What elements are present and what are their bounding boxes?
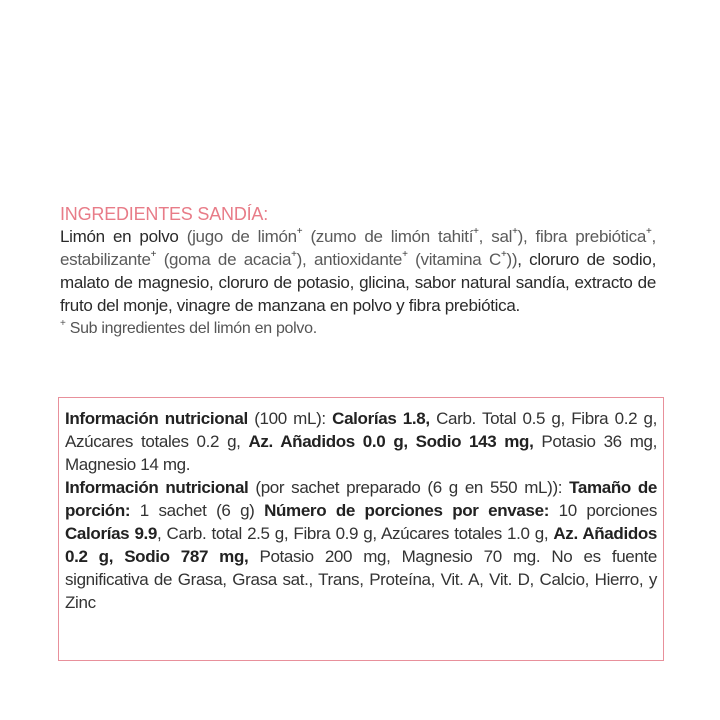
nutrition-label: Información nutricional bbox=[65, 478, 249, 497]
sub-ingredient-marker: + bbox=[291, 249, 297, 261]
ingredient-segment: (vitamina C bbox=[407, 250, 501, 269]
ingredient-segment: , sal bbox=[478, 227, 513, 246]
sub-ingredient-marker: + bbox=[402, 249, 408, 261]
ingredient-segment: ), antioxidante bbox=[296, 250, 403, 269]
ingredient-segment: ), fibra prebiótica bbox=[517, 227, 646, 246]
nutrition-value: Carb. Total 0.5 g, Fibra 0.2 g, Azúcares totales 0.2 g, bbox=[65, 409, 657, 451]
nutrition-paragraph bbox=[65, 407, 657, 476]
nutrition-value: , Carb. total 2.5 g, Fibra 0.9 g, Azúcares totales 1.0 g, bbox=[157, 524, 554, 543]
ingredient-segment: , cloruro de sodio, malato de magnesio, cloruro de potasio, glicina, sabor natural sandía, extracto de fruto del monje, vinagre de manzana en polvo y fibra prebiótica. bbox=[60, 250, 656, 315]
nutrition-label: Número de porciones por envase: bbox=[264, 501, 550, 520]
sub-ingredient-marker: + bbox=[500, 249, 507, 261]
nutrition-value: (por sachet preparado (6 g en 550 mL)): bbox=[248, 478, 570, 497]
nutrition-label: Calorías 9.9 bbox=[65, 524, 158, 543]
nutrition-value: (100 mL): bbox=[247, 409, 333, 428]
sub-ingredient-marker: + bbox=[150, 249, 157, 261]
nutrition-label: Az. Añadidos 0.2 g, Sodio 787 mg, bbox=[65, 524, 657, 566]
ingredients-footnote bbox=[60, 318, 656, 340]
footnote-marker: + bbox=[60, 317, 66, 329]
ingredient-segment: (zumo de limón tahití bbox=[302, 227, 474, 246]
sub-ingredient-marker: + bbox=[296, 226, 303, 238]
sub-ingredient-marker: + bbox=[646, 226, 652, 238]
ingredients-section bbox=[60, 203, 656, 340]
nutrition-label: Tamaño de porción: bbox=[65, 478, 657, 520]
nutrition-value: Potasio 200 mg, Magnesio 70 mg. No es fuente significativa de Grasa, Grasa sat., Trans, Proteína, Vit. A, Vit. D, Calcio, Hierro, y Zinc bbox=[65, 547, 657, 612]
ingredients-list bbox=[60, 225, 656, 317]
sub-ingredient-marker: + bbox=[512, 226, 518, 238]
ingredient-segment: (goma de acacia bbox=[156, 250, 292, 269]
nutrition-value: 10 porciones bbox=[549, 501, 657, 520]
sub-ingredient-marker: + bbox=[473, 226, 479, 238]
ingredients-title: INGREDIENTES SANDÍA: bbox=[60, 204, 269, 224]
nutrition-paragraph bbox=[65, 476, 657, 614]
nutrition-label: Información nutricional bbox=[65, 409, 248, 428]
ingredient-segment: )) bbox=[506, 250, 518, 269]
footnote-text: Sub ingredientes del limón en polvo. bbox=[65, 320, 317, 337]
nutrition-value: 1 sachet (6 g) bbox=[130, 501, 265, 520]
nutrition-label: Calorías 1.8, bbox=[332, 409, 430, 428]
nutrition-value: Potasio 36 mg, Magnesio 14 mg. bbox=[65, 432, 658, 474]
ingredient-segment: , estabilizante bbox=[60, 227, 656, 269]
ingredient-segment: Limón en polvo bbox=[60, 227, 179, 246]
ingredient-segment: (jugo de limón bbox=[178, 227, 297, 246]
nutrition-info-box bbox=[58, 397, 664, 661]
nutrition-label: Az. Añadidos 0.0 g, Sodio 143 mg, bbox=[248, 432, 534, 451]
